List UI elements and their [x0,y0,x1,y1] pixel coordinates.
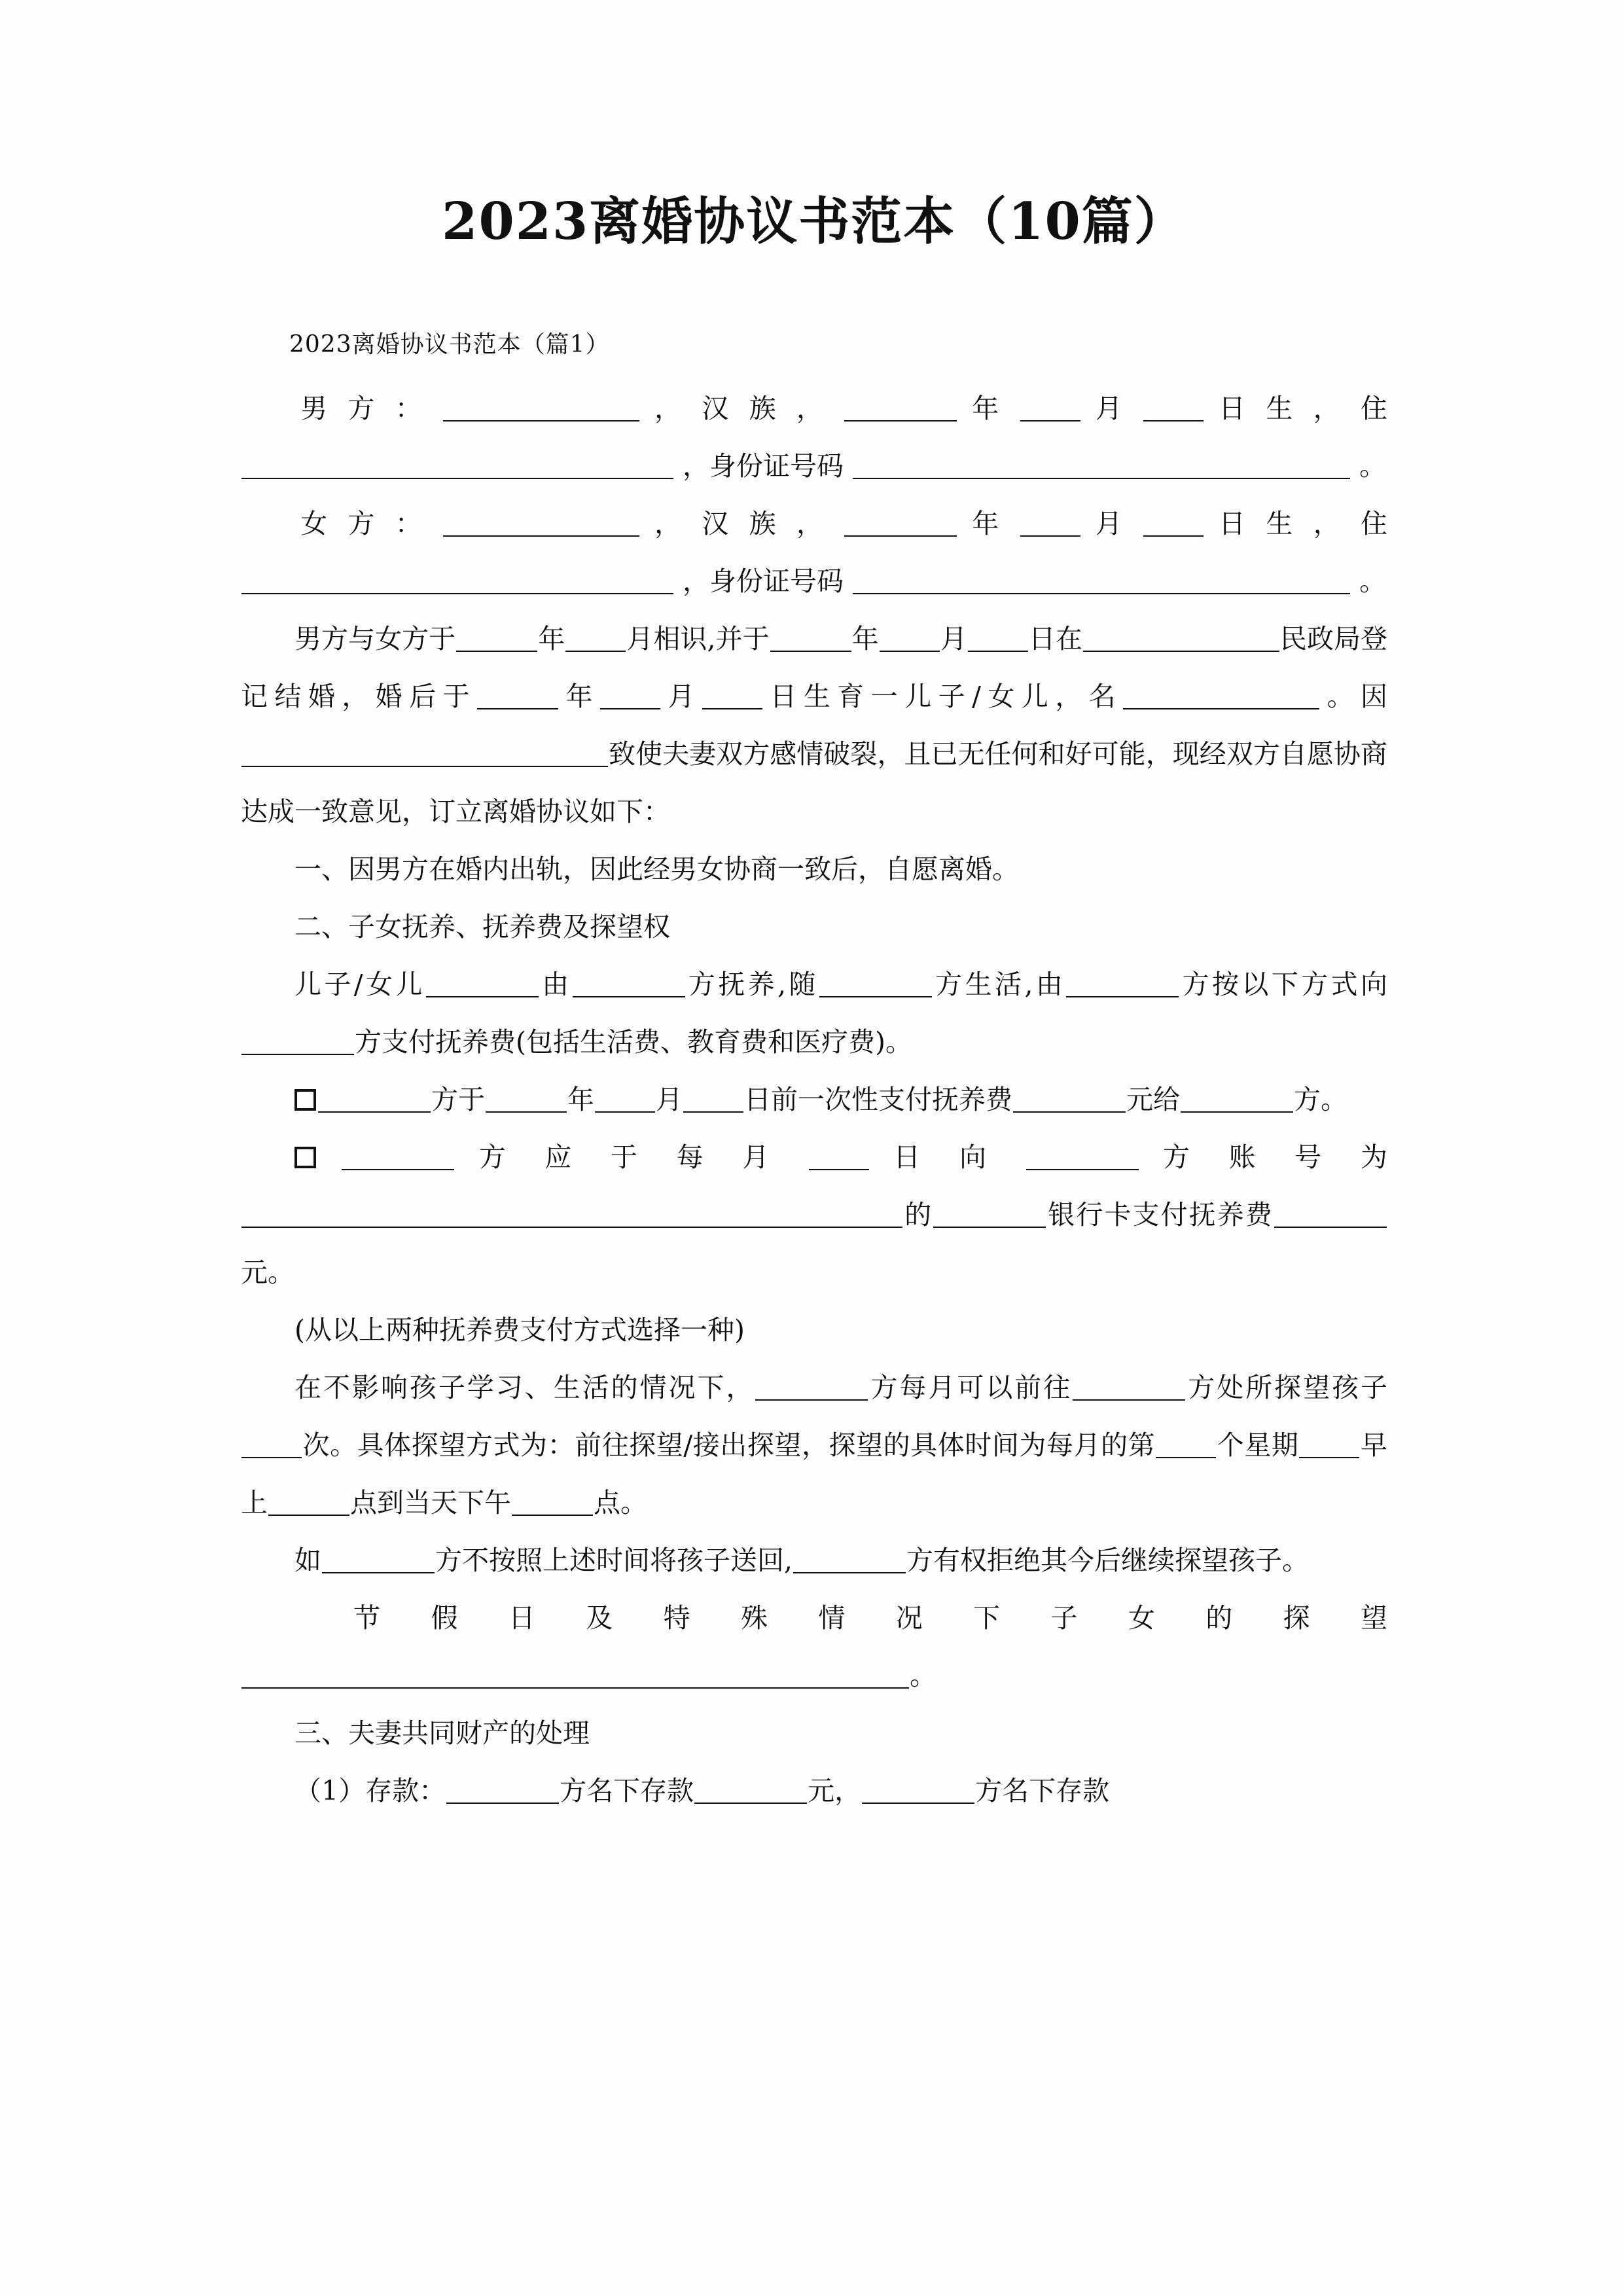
period-mark-male: 。 [1359,450,1387,482]
visit-text-5: 个星期 [1217,1429,1299,1461]
custody-child-blank[interactable] [426,974,539,997]
marriage-text-3: 月 [661,680,702,712]
holiday-visitation-paragraph [241,1589,1387,1647]
option-one-text-1: 方于 [431,1083,485,1115]
custody-live-party-blank[interactable] [819,974,932,997]
visit-text-4: 次。具体探望方式为：前往探望/接出探望，探望的具体时间为每月的第 [302,1429,1156,1461]
female-id-paragraph [241,552,1387,610]
visit-text-1: 在不影响孩子学习、生活的情况下， [294,1371,755,1403]
visit-weekday-blank[interactable] [1299,1435,1359,1458]
visit-text-7: 点到当天下午 [350,1486,511,1518]
female-birth-year-blank[interactable] [844,513,957,537]
meet-text-5: 月 [940,622,967,655]
deposit-text-2: 方名下存款 [560,1774,694,1806]
custody-text-1: 儿子/女儿 [294,968,425,1000]
male-birth-day-blank[interactable] [1143,398,1204,422]
option-one-payee-blank[interactable] [1181,1089,1293,1113]
option-one-day-blank[interactable] [683,1089,743,1113]
male-party-label: 男 方 ： [294,392,428,424]
payment-choose-note: (从以上两种抚养费支付方式选择一种) [294,1314,745,1346]
marriage-text-2: 年 [559,680,600,712]
male-ethnicity-text: ， 汉 族 ， [654,392,829,424]
birth-day-label: 日 生 ， [1219,392,1346,424]
birth-day-label-female: 日 生 ， [1219,507,1346,539]
custody-text-6: 方支付抚养费(包括生活费、教育费和医疗费)。 [355,1026,912,1058]
female-birth-day-blank[interactable] [1143,513,1204,537]
deposit-text-4: 方名下存款 [975,1774,1110,1806]
breakdown-text-2: 致使夫妻双方感情破裂，且已无任何和好可能，现经双方自愿协商达成一致意见，订立离婚协议如下： [241,738,1387,827]
option-two-text-1: 方 应 于 每 月 [478,1141,785,1173]
female-birth-month-blank[interactable] [1020,513,1080,537]
option-two-amount-blank[interactable] [1274,1204,1387,1228]
holiday-period-mark: 。 [910,1659,936,1691]
residence-label-female: 住 [1360,507,1387,539]
child-birth-day-blank[interactable] [702,686,762,709]
holiday-visitation-blank-line [241,1647,1387,1704]
custody-paragraph [241,956,1387,1071]
female-party-paragraph [241,495,1387,552]
meet-text-4: 年 [851,622,879,655]
visitation-paragraph [241,1359,1387,1532]
custody-text-4: 方生活,由 [932,968,1066,1000]
visit-times-blank[interactable] [241,1435,302,1458]
register-day-blank[interactable] [968,628,1028,652]
payment-option-one-paragraph [241,1071,1387,1128]
month-label-female: 月 [1095,507,1128,539]
payment-option-two-continued [241,1186,1387,1301]
register-year-blank[interactable] [770,628,851,652]
female-name-blank[interactable] [443,513,639,537]
clause-two-paragraph: 二、子女抚养、抚养费及探望权 [294,910,670,942]
deposit-text-1: （1）存款： [294,1774,446,1806]
male-id-number-blank[interactable] [853,456,1350,479]
female-party-label: 女 方 ： [294,507,428,539]
payment-option-two-paragraph [241,1128,1387,1186]
marriage-history-paragraph [241,610,1387,840]
child-birth-year-blank[interactable] [477,686,558,709]
holiday-arrangement-blank[interactable] [241,1665,909,1689]
child-birth-month-blank[interactable] [600,686,660,709]
year-label: 年 [972,392,1005,424]
option-one-amount-blank[interactable] [1013,1089,1126,1113]
residence-label: 住 [1360,392,1387,424]
period-mark-female: 。 [1359,565,1387,597]
meet-text-1: 男方与女方于 [294,622,456,655]
custody-payee-blank[interactable] [241,1031,354,1055]
visit-text-2: 方每月可以前往 [868,1371,1073,1403]
refuse-text-2: 方不按照上述时间将孩子送回, [435,1544,793,1576]
option-two-account-blank[interactable] [241,1204,902,1228]
option-two-text-4: 的 [903,1198,933,1230]
visit-week-number-blank[interactable] [1156,1435,1216,1458]
meet-text-2: 年 [538,622,565,655]
option-one-month-blank[interactable] [595,1089,655,1113]
option-one-payer-blank[interactable] [318,1089,431,1113]
month-label: 月 [1095,392,1128,424]
male-party-paragraph [241,380,1387,437]
visit-host-blank[interactable] [1073,1377,1185,1401]
option-two-text-2: 日 向 [893,1141,1002,1173]
refuse-text-1: 如 [294,1544,321,1576]
option-one-year-blank[interactable] [486,1089,567,1113]
custody-payer-blank[interactable] [1066,974,1179,997]
visit-end-hour-blank[interactable] [512,1492,593,1516]
female-ethnicity-text: ， 汉 族 ， [654,507,829,539]
checkbox-icon-option-two[interactable] [294,1147,316,1168]
option-one-text-2: 年 [567,1083,594,1115]
deposit-party-two-blank[interactable] [862,1780,974,1804]
visit-visitor-blank[interactable] [755,1377,868,1401]
child-name-blank[interactable] [1123,686,1319,709]
option-one-text-4: 日前一次性支付抚养费 [744,1083,1012,1115]
female-id-number-blank[interactable] [853,571,1350,594]
register-month-blank[interactable] [880,628,940,652]
breakdown-reason-blank[interactable] [241,744,608,767]
male-id-label: ，身份证号码 [683,450,844,482]
male-id-paragraph [241,437,1387,495]
option-two-payer-blank[interactable] [342,1147,454,1170]
female-id-label: ，身份证号码 [683,565,844,597]
visit-text-8: 点。 [594,1486,647,1518]
meet-month-blank[interactable] [565,628,626,652]
option-one-text-5: 元给 [1126,1083,1180,1115]
deposit-paragraph [241,1762,1387,1820]
register-bureau-blank[interactable] [1083,628,1279,652]
custody-text-3: 方抚养,随 [685,968,819,1000]
option-one-text-3: 月 [656,1083,683,1115]
option-two-bank-blank[interactable] [933,1204,1046,1228]
deposit-party-one-blank[interactable] [446,1780,559,1804]
custody-text-2: 由 [539,968,572,1000]
meet-text-6: 日在 [1028,622,1082,655]
marriage-text-4: 日生育一儿子/女儿，名 [762,680,1123,712]
refuse-violator-blank[interactable] [322,1550,435,1573]
option-two-day-blank[interactable] [809,1147,869,1170]
option-two-payee-blank[interactable] [1026,1147,1139,1170]
male-name-blank[interactable] [443,398,639,422]
visit-text-3: 方处所探望孩子 [1186,1371,1388,1403]
clause-one-paragraph: 一、因男方在婚内出轨，因此经男女协商一致后，自愿离婚。 [294,853,1019,885]
meet-text-3: 月相识,并于 [626,622,770,655]
document-content [241,0,1387,1820]
visit-start-hour-blank[interactable] [268,1492,349,1516]
page-title: 2023离婚协议书范本（10篇） [442,192,1186,251]
custody-text-5: 方按以下方式向 [1179,968,1387,1000]
marriage-text-1: 民政局登记结婚，婚后于 [241,622,1388,712]
deposit-text-3: 元， [808,1774,862,1806]
visit-text-6: 早上 [241,1429,1388,1518]
option-one-text-6: 方。 [1294,1083,1347,1115]
male-birth-year-blank[interactable] [844,398,957,422]
year-label-female: 年 [972,507,1005,539]
section-subtitle: 2023离婚协议书范本（篇1） [289,331,610,358]
male-address-blank[interactable] [241,456,673,479]
meet-year-blank[interactable] [456,628,537,652]
option-two-text-3: 方 账 号 为 [1162,1141,1387,1173]
return-violation-paragraph [241,1532,1387,1589]
clause-three-paragraph: 三、夫妻共同财产的处理 [294,1717,590,1749]
refuse-text-3: 方有权拒绝其今后继续探望孩子。 [906,1544,1310,1576]
option-two-text-5: 银行卡支付抚养费 [1046,1198,1274,1230]
option-two-text-6: 元。 [241,1256,294,1288]
custody-party-blank[interactable] [573,974,685,997]
deposit-amount-one-blank[interactable] [694,1780,807,1804]
refuse-holder-blank[interactable] [793,1550,906,1573]
holiday-visitation-text: 节 假 日 及 特 殊 情 况 下 子 女 的 探 望 [332,1602,1387,1634]
breakdown-text-1: 。因 [1320,680,1388,712]
checkbox-icon-option-one[interactable] [294,1089,316,1111]
female-address-blank[interactable] [241,571,673,594]
male-birth-month-blank[interactable] [1020,398,1080,422]
